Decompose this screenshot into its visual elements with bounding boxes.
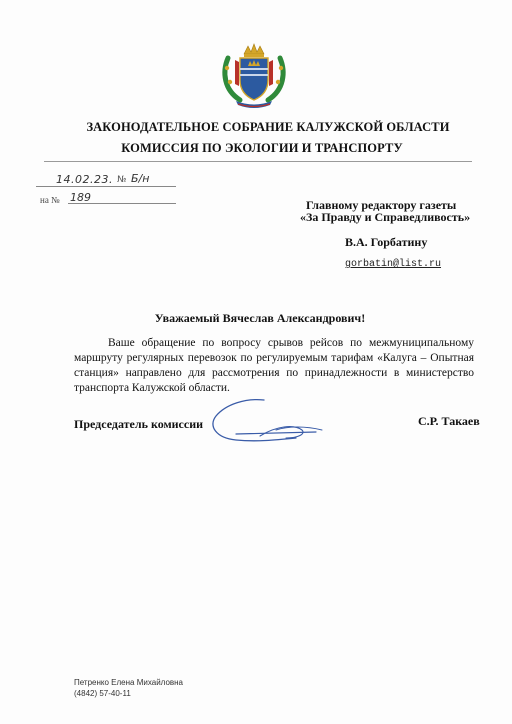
header-divider — [44, 161, 472, 162]
incoming-number: 189 — [70, 191, 91, 204]
signatory-name: С.Р. Такаев — [418, 414, 480, 428]
signatory-title: Председатель комиссии — [74, 417, 204, 431]
addressee-name: В.А. Горбатину — [345, 235, 428, 249]
addressee-position: Главному редактору газеты — [306, 198, 457, 212]
committee-name: КОМИССИЯ ПО ЭКОЛОГИИ И ТРАНСПОРТУ — [121, 141, 403, 155]
executor-phone: (4842) 57-40-11 — [74, 689, 131, 698]
addressee-email-link[interactable]: gorbatin@list.ru — [345, 259, 442, 270]
letter-body — [74, 336, 474, 396]
date-underline — [36, 186, 176, 187]
coat-of-arms-icon — [218, 38, 290, 110]
letter-body-paragraph: Ваше обращение по вопросу срывов рейсов по межмуниципальному маршруту регулярных перевозок по регулируемым тарифам «Калуга – Опытная станция» направлено для рассмотрения по принадлежности в министерство транспорта Калужской области. — [74, 337, 474, 394]
handwritten-signature — [206, 396, 332, 454]
number-sign: № — [117, 175, 127, 185]
registration-number: Б/н — [131, 172, 150, 185]
registration-date: 14.02.23. — [56, 173, 113, 186]
letter-greeting: Уважаемый Вячеслав Александрович! — [154, 311, 366, 325]
executor-name: Петренко Елена Михайловна — [74, 678, 184, 687]
addressee-newspaper: «За Правду и Справедливость» — [300, 210, 471, 224]
reply-to-label: на № — [40, 195, 60, 205]
organization-name: ЗАКОНОДАТЕЛЬНОЕ СОБРАНИЕ КАЛУЖСКОЙ ОБЛАСТИ — [86, 120, 450, 134]
